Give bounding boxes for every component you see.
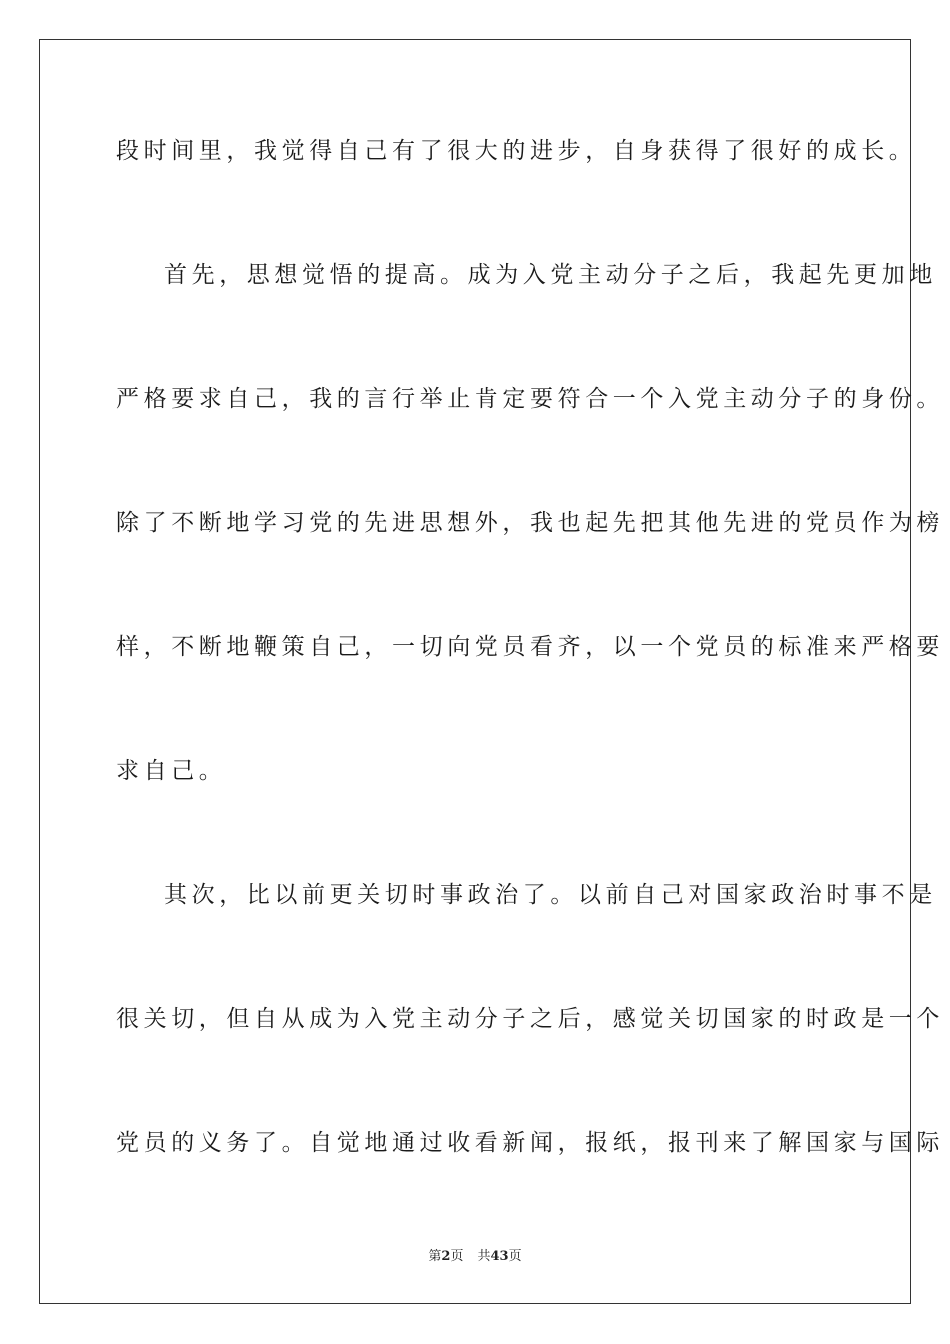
body-line-5: 样，不断地鞭策自己，一切向党员看齐，以一个党员的标准来严格要	[116, 634, 944, 660]
body-line-7: 其次，比以前更关切时事政治了。以前自己对国家政治时事不是	[164, 882, 937, 908]
footer-total-pages: 43	[490, 1249, 509, 1264]
footer-page-number: 2	[441, 1249, 451, 1264]
footer-total-prefix: 共	[477, 1249, 491, 1264]
body-line-9: 党员的义务了。自觉地通过收看新闻，报纸，报刊来了解国家与国际	[116, 1130, 944, 1156]
page-footer	[0, 1248, 950, 1266]
body-line-2: 首先，思想觉悟的提高。成为入党主动分子之后，我起先更加地	[164, 262, 937, 288]
body-line-3: 严格要求自己，我的言行举止肯定要符合一个入党主动分子的身份。	[116, 386, 944, 412]
body-line-6: 求自己。	[116, 758, 227, 784]
body-line-8: 很关切，但自从成为入党主动分子之后，感觉关切国家的时政是一个	[116, 1006, 944, 1032]
page-border	[39, 39, 944, 1304]
footer-page-prefix: 第	[428, 1249, 442, 1264]
body-line-1: 段时间里，我觉得自己有了很大的进步，自身获得了很好的成长。	[116, 138, 917, 164]
footer-total-suffix: 页	[508, 1249, 522, 1264]
body-line-4: 除了不断地学习党的先进思想外，我也起先把其他先进的党员作为榜	[116, 510, 944, 536]
footer-page-suffix: 页	[450, 1249, 464, 1264]
